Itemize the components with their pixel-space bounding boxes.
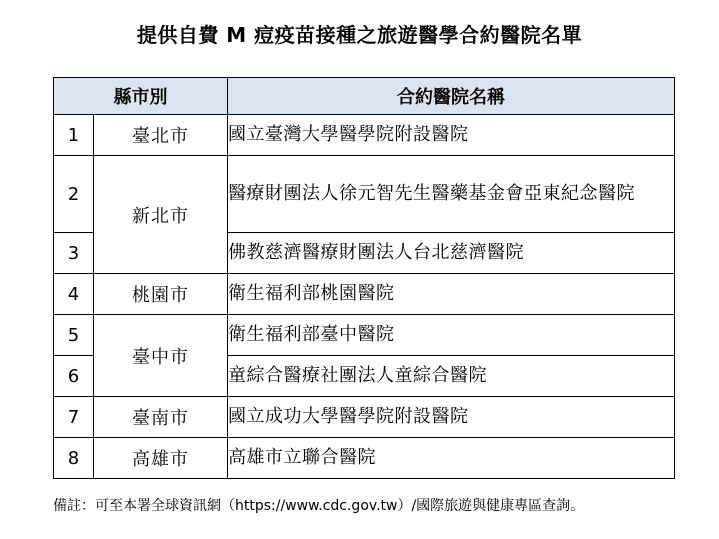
row-number: 4 xyxy=(54,274,94,315)
footnote: 備註：可至本署全球資訊網（https://www.cdc.gov.tw）/國際旅遊與健康專區查詢。 xyxy=(53,498,585,514)
row-number: 1 xyxy=(54,115,94,156)
contract-hospital-table xyxy=(53,77,675,479)
page-title: 提供自費 M 痘疫苗接種之旅遊醫學合約醫院名單 xyxy=(136,23,583,47)
county-cell: 臺南市 xyxy=(94,397,228,438)
county-cell: 高雄市 xyxy=(94,438,228,479)
table-row xyxy=(54,397,675,438)
hospital-cell: 國立成功大學醫學院附設醫院 xyxy=(228,397,675,438)
row-number: 2 xyxy=(54,156,94,233)
hospital-cell: 醫療財團法人徐元智先生醫藥基金會亞東紀念醫院 xyxy=(228,156,675,233)
header-county: 縣市別 xyxy=(54,78,228,115)
table-row xyxy=(54,438,675,479)
hospital-cell: 高雄市立聯合醫院 xyxy=(228,438,675,479)
table-row xyxy=(54,115,675,156)
table-row xyxy=(54,156,675,233)
county-cell: 臺中市 xyxy=(94,315,228,397)
county-cell: 新北市 xyxy=(94,156,228,274)
hospital-cell: 國立臺灣大學醫學院附設醫院 xyxy=(228,115,675,156)
table-header-row xyxy=(54,78,675,115)
row-number: 5 xyxy=(54,315,94,356)
table-row xyxy=(54,315,675,356)
row-number: 7 xyxy=(54,397,94,438)
hospital-cell: 佛教慈濟醫療財團法人台北慈濟醫院 xyxy=(228,233,675,274)
hospital-cell: 衛生福利部桃園醫院 xyxy=(228,274,675,315)
county-cell: 臺北市 xyxy=(94,115,228,156)
hospital-cell: 童綜合醫療社團法人童綜合醫院 xyxy=(228,356,675,397)
row-number: 6 xyxy=(54,356,94,397)
row-number: 3 xyxy=(54,233,94,274)
hospital-cell: 衛生福利部臺中醫院 xyxy=(228,315,675,356)
county-cell: 桃園市 xyxy=(94,274,228,315)
table-row xyxy=(54,274,675,315)
header-hospital: 合約醫院名稱 xyxy=(228,78,675,115)
row-number: 8 xyxy=(54,438,94,479)
